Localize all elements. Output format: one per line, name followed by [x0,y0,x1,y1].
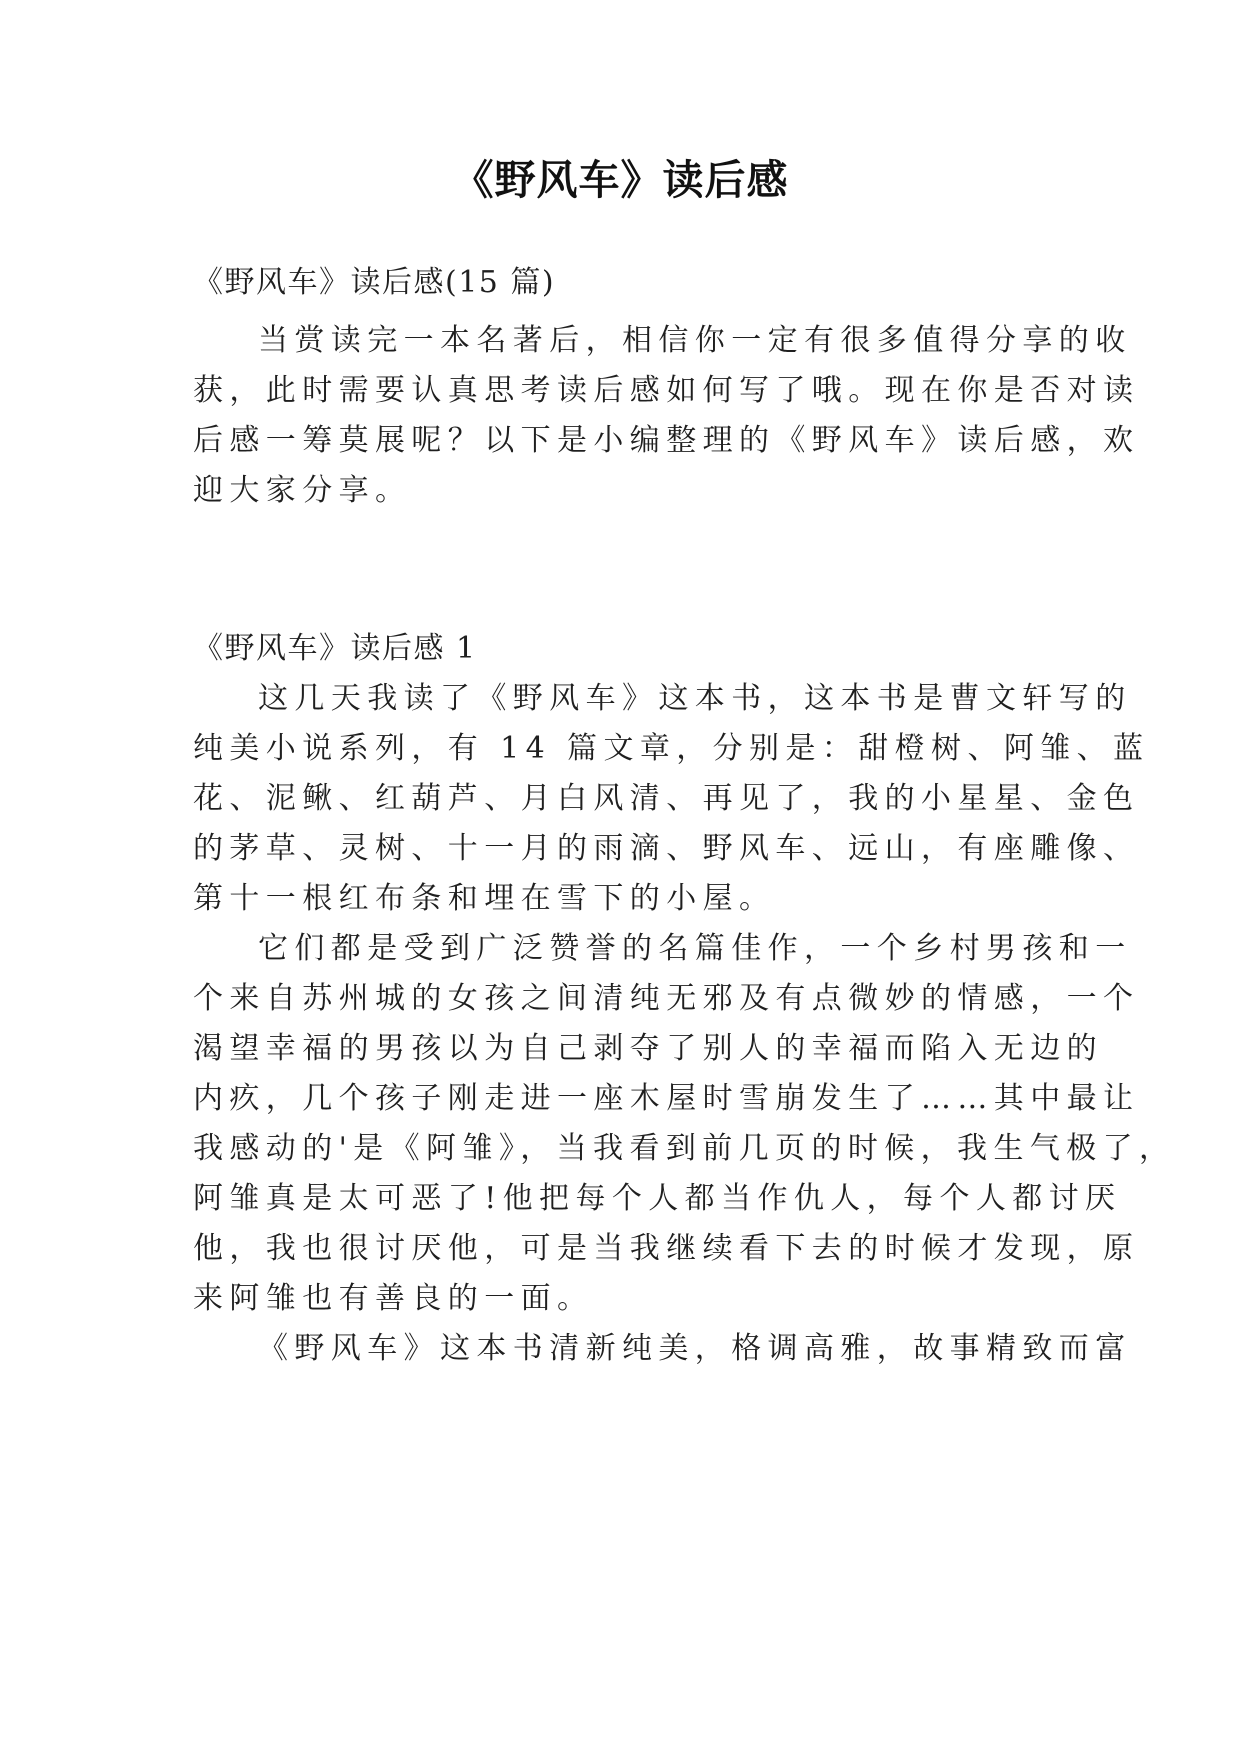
essay-heading: 《野风车》读后感 1 [193,631,477,666]
paragraph-line: 花、泥鳅、红葫芦、月白风清、再见了，我的小星星、金色 [193,781,1140,816]
paragraph-line: 我感动的'是《阿雏》，当我看到前几页的时候，我生气极了， [193,1131,1176,1166]
paragraph-line: 内疚，几个孩子刚走进一座木屋时雪崩发生了……其中最让 [193,1081,1140,1116]
intro-heading: 《野风车》读后感(15 篇) [193,265,556,300]
paragraph-line: 第十一根红布条和埋在雪下的小屋。 [193,881,776,916]
paragraph-line: 的茅草、灵树、十一月的雨滴、野风车、远山，有座雕像、 [193,831,1140,866]
paragraph-line: 个来自苏州城的女孩之间清纯无邪及有点微妙的情感，一个 [193,981,1140,1016]
intro-line: 当赏读完一本名著后，相信你一定有很多值得分享的收 [258,323,1132,358]
paragraph-line: 这几天我读了《野风车》这本书，这本书是曹文轩写的 [258,681,1132,716]
paragraph-line: 《野风车》这本书清新纯美，格调高雅，故事精致而富 [258,1331,1132,1366]
document-title: 《野风车》读后感 [452,156,789,204]
paragraph-line: 它们都是受到广泛赞誉的名篇佳作，一个乡村男孩和一 [258,931,1132,966]
paragraph-line: 阿雏真是太可恶了!他把每个人都当作仇人，每个人都讨厌 [193,1181,1122,1216]
paragraph-line: 纯美小说系列，有 14 篇文章，分别是：甜橙树、阿雏、蓝 [193,731,1150,766]
intro-line: 获，此时需要认真思考读后感如何写了哦。现在你是否对读 [193,373,1140,408]
paragraph-line: 来阿雏也有善良的一面。 [193,1281,594,1316]
intro-line: 后感一筹莫展呢？以下是小编整理的《野风车》读后感，欢 [193,423,1140,458]
paragraph-line: 渴望幸福的男孩以为自己剥夺了别人的幸福而陷入无边的 [193,1031,1103,1066]
intro-line: 迎大家分享。 [193,473,412,508]
paragraph-line: 他，我也很讨厌他，可是当我继续看下去的时候才发现，原 [193,1231,1140,1266]
